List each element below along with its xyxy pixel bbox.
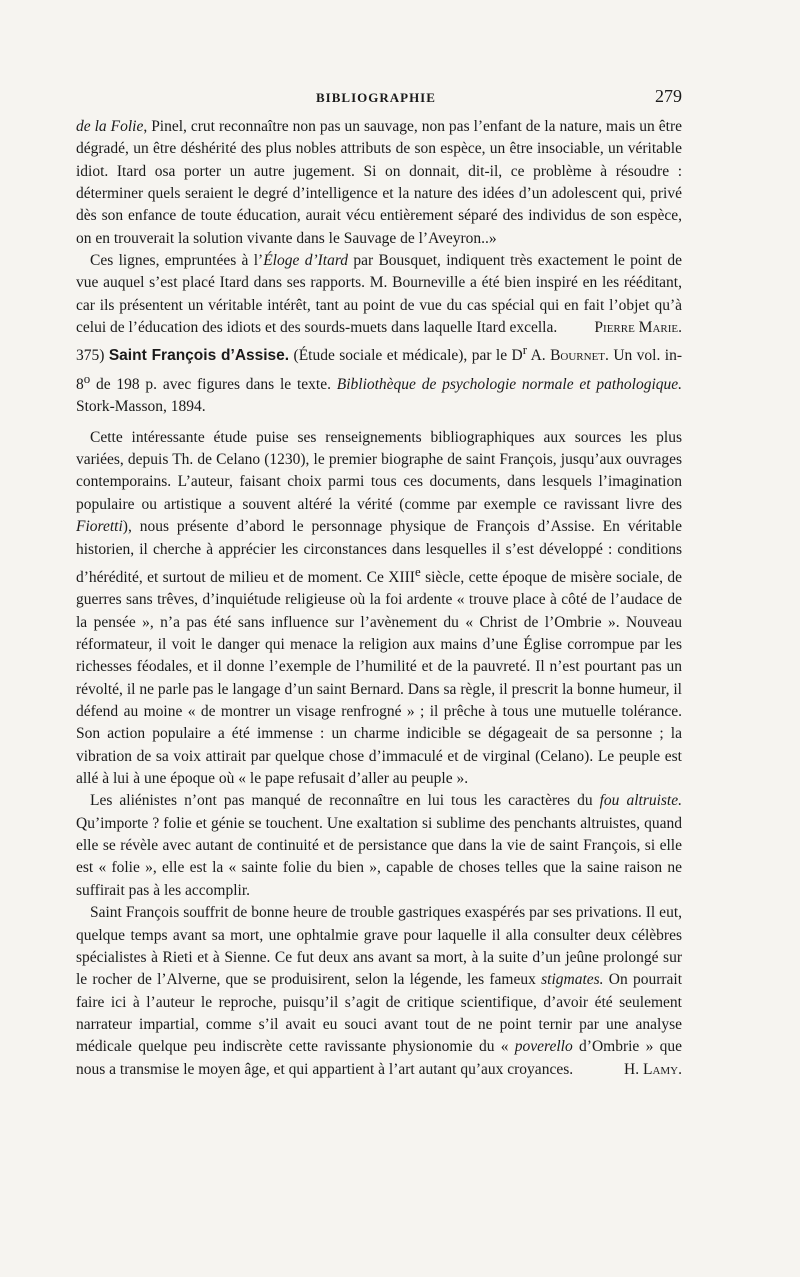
- signature: Pierre Marie.: [594, 319, 682, 337]
- review-paragraph: Cette intéressante étude puise ses renseignements bibliographiques aux sources les plus variées, depuis Th. de Celano (1230), le premier biographe de saint François, jusqu’aux ouvrages contemporains. L’auteur, faisant choix parmi tous ces documents, dans lesquels l’imagination populaire ou artistique a souvent altéré la vérité (comme par exemple ce ravissant livre des Fioretti), nous présente d’abord le personnage physique de François d’Assise. En véritable historien, il cherche à apprécier les circonstances dans lesquelles il s’est développé : conditions d’hérédité, et surtout de milieu et de moment. Ce XIIIe siècle, cette époque de misère sociale, de guerres sans trêves, d’inquiétude religieuse où la foi ardente « trouve place à côté de l’audace de la pensée », n’a pas été sans influence sur l’avènement du « Christ de l’Ombrie ». Nouveau réformateur, il voit le danger qui menace la religion aux mains d’une Église corrompue par les richesses féodales, et il donne l’exemple de l’humilité et de la pauvreté. Il n’est pourtant pas un révolté, il ne parle pas le langage d’un saint Bernard. Dans sa règle, il prescrit la bonne humeur, il défend au moine « de montrer un visage renfrogné » ; il prêche à tous une mutuelle tolérance. Son action populaire a été immense : un charme indicible se dégageait de sa personne ; la vibration de sa voix attirait par quelque chose d’immaculé et de virginal (Celano). Le peuple est allé à lui à une époque où « le pape refusait d’aller au peuple ».: [76, 428, 682, 788]
- entry-title: Saint François d’Assise.: [108, 347, 290, 365]
- entry-number: 375): [76, 347, 105, 365]
- italic-title: de la Folie: [76, 118, 144, 135]
- running-head: BIBLIOGRAPHIE: [316, 90, 436, 105]
- review-paragraph: Les aliénistes n’ont pas manqué de reconnaître en lui tous les caractères du fou altruiste. Qu’importe ? folie et génie se touchent. Une exaltation si sublime des penchants altruistes, quand elle se révèle avec autant de continuité et de persistance que dans la vie de saint François, si elle est « folie », elle est la « sainte folie du bien », capable de choses telles que la saine raison ne suffirait pas à les accomplir.: [76, 792, 682, 899]
- page-header: [76, 86, 682, 110]
- review-paragraph: de la Folie, Pinel, crut reconnaître non pas un sauvage, non pas l’enfant de la nature, mais un être dégradé, un être déshérité des plus nobles attributs de son espèce, un être insociable, un véritable idiot. Itard osa porter un autre jugement. Si on donnait, dit-il, ce problème à résoudre : déterminer quels seraient le degré d’intelligence et la nature des idées d’un adolescent qui, privé dès son enfance de toute éducation, aurait vécu entièrement séparé des individus de son espèce, on en trouverait la solution vivante dans le Sauvage de l’Aveyron..»: [76, 118, 682, 247]
- signature: H. Lamy.: [624, 1060, 682, 1078]
- entry-author: A. Bournet.: [527, 347, 609, 365]
- page-number: 279: [655, 86, 682, 106]
- series-title: Bibliothèque de psychologie normale et pathologique.: [336, 376, 683, 394]
- review-paragraph: Saint François souffrit de bonne heure de trouble gastriques exaspérés par ses privations. Il eut, quelque temps avant sa mort, une ophtalmie grave pour laquelle il alla consulter deux célèbres spécialistes à Rieti et à Sienne. Ce fut deux ans avant sa mort, à la suite d’un jeûne prolongé sur le rocher de l’Alverne, que se produisirent, selon la légende, les fameux stigmates. On pourrait faire ici à l’auteur le reproche, puisqu’il s’agit de critique scientifique, d’avoir été seulement narrateur impartial, comme s’il avait eu souci avant tout de ne point ternir par une analyse médicale quelque peu indiscrète cette ravissante physionomie du « poverello d’Ombrie » que nous a transmise le moyen âge, et qui appartient à l’art autant qu’aux croyances. H. Lamy.: [76, 902, 682, 1081]
- bibliography-entry: 375) Saint François d’Assise. (Étude sociale et médicale), par le $D^r$ A. Bournet. Un vol. in-8$^o$ de 198 p. avec figures dans le texte. Bibliothèque de psychologie normale et pathologique. Stork-Masson, 1894.: [76, 342, 683, 416]
- page-body: [76, 116, 682, 1081]
- review-paragraph: Ces lignes, empruntées à l’Éloge d’Itard par Bousquet, indiquent très exactement le point de vue auquel s’est placé Itard dans ses rapports. M. Bourneville a été bien inspiré en les rééditant, car ils présentent un véritable intérêt, tant au point de vue du cas spécial qui en fait l’objet qu’à celui de l’éducation des idiots et des sourds-muets dans laquelle Itard excella. Pierre Marie.: [76, 250, 682, 339]
